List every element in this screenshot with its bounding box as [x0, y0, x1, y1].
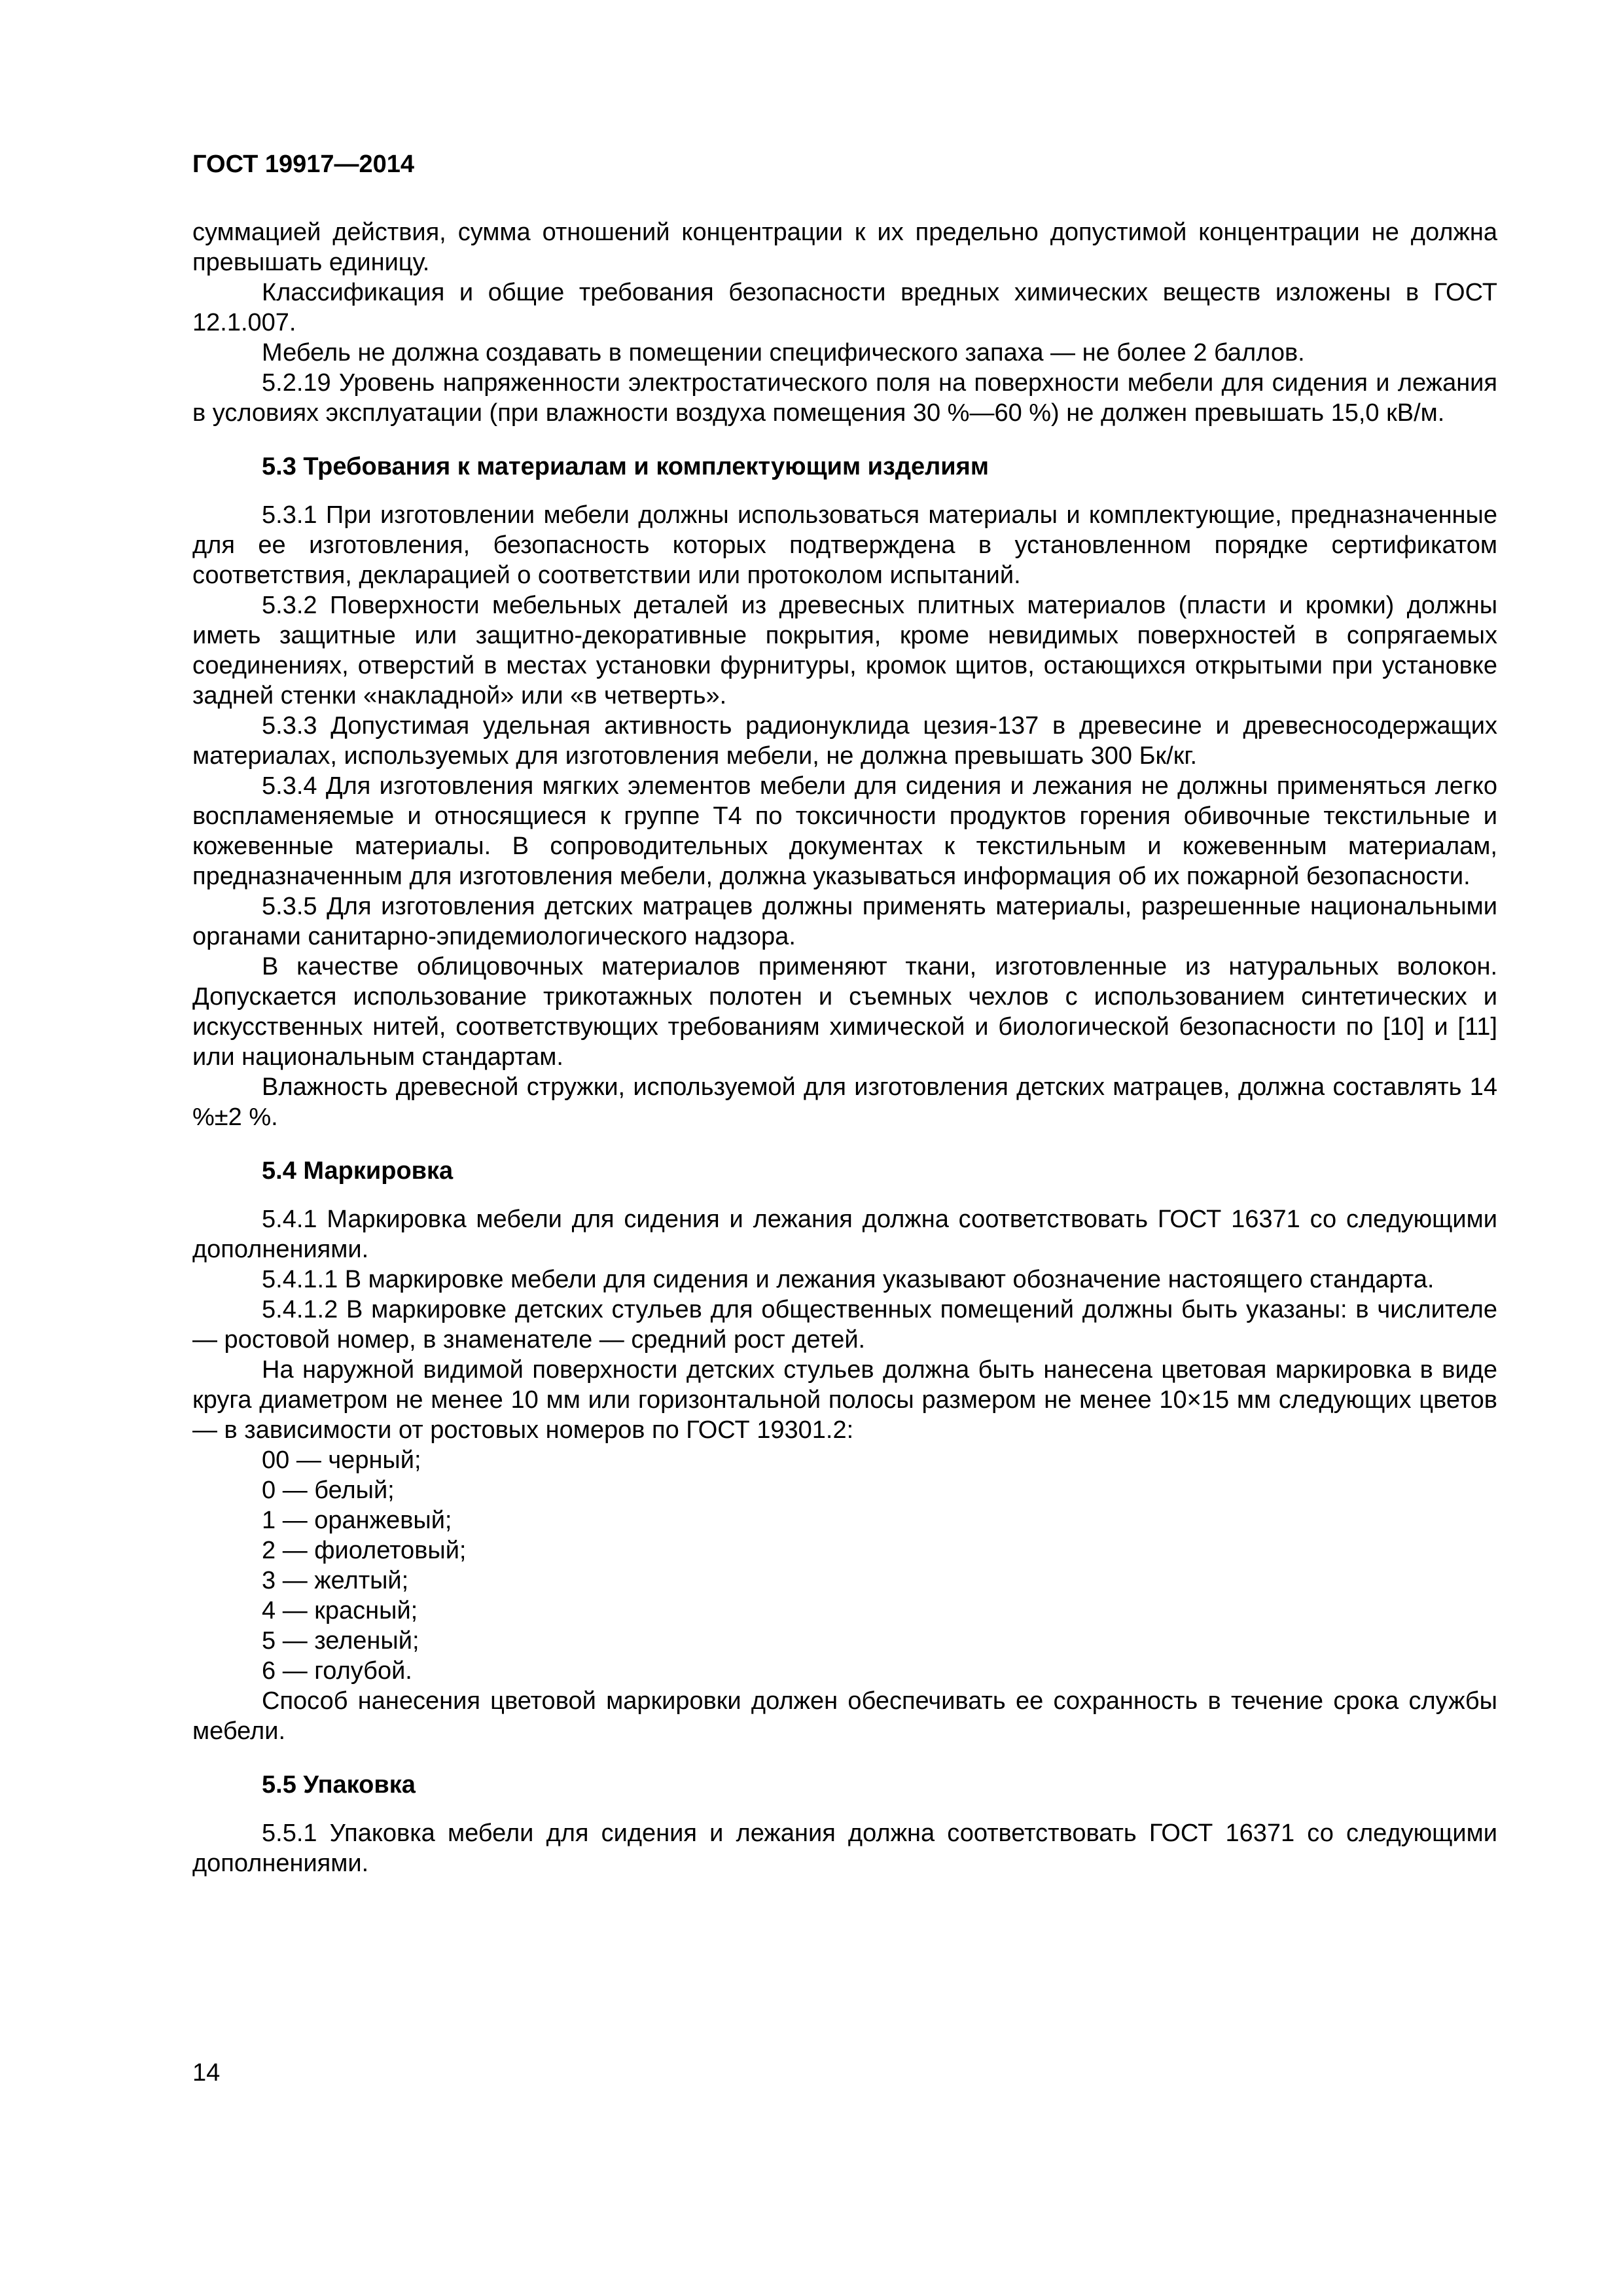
- paragraph: 5.3.1 При изготовлении мебели должны использоваться материалы и комплектующие, предназначенные для ее изготовления, безопасность которых подтверждена в установленном порядке сертификатом соответствия, декларацией о соответствии или протоколом испытаний.: [192, 501, 1497, 589]
- paragraph: Классификация и общие требования безопасности вредных химических веществ изложены в ГОСТ 12.1.007.: [192, 279, 1497, 336]
- page-number: 14: [192, 2059, 221, 2087]
- section-heading-5-4: 5.4 Маркировка: [262, 1157, 454, 1185]
- list-item: 0 — белый;: [262, 1477, 395, 1504]
- list-item: 00 — черный;: [262, 1446, 421, 1474]
- paragraph: суммацией действия, сумма отношений концентрации к их предельно допустимой концентрации не должна превышать единицу.: [192, 219, 1497, 276]
- color-marking-list: [192, 1445, 1497, 1686]
- list-item: 3 — желтый;: [262, 1567, 409, 1594]
- paragraph: Способ нанесения цветовой маркировки должен обеспечивать ее сохранность в течение срока службы мебели.: [192, 1687, 1497, 1745]
- paragraph: 5.4.1.2 В маркировке детских стульев для общественных помещений должны быть указаны: в числителе — ростовой номер, в знаменателе — средний рост детей.: [192, 1296, 1497, 1354]
- paragraph: 5.3.2 Поверхности мебельных деталей из древесных плитных материалов (пласти и кромки) должны иметь защитные или защитно-декоративные покрытия, кроме невидимых поверхностей в сопрягаемых соединениях, отверстий в местах установки фурнитуры, кромок щитов, остающихся открытыми при установке задней стенки «накладной» или «в четверть».: [192, 592, 1497, 709]
- list-item: 2 — фиолетовый;: [262, 1537, 467, 1564]
- paragraph: Мебель не должна создавать в помещении специфического запаха — не более 2 баллов.: [262, 339, 1305, 367]
- section-heading-5-3: 5.3 Требования к материалам и комплектующим изделиям: [262, 453, 989, 480]
- document-page: [192, 149, 1497, 1878]
- paragraph: 5.2.19 Уровень напряженности электростатического поля на поверхности мебели для сидения и лежания в условиях эксплуатации (при влажности воздуха помещения 30 %—60 %) не должен превышать 15,0 кВ/м.: [192, 369, 1497, 427]
- paragraph: 5.4.1 Маркировка мебели для сидения и лежания должна соответствовать ГОСТ 16371 со следующими дополнениями.: [192, 1206, 1497, 1263]
- paragraph: 5.5.1 Упаковка мебели для сидения и лежания должна соответствовать ГОСТ 16371 со следующими дополнениями.: [192, 1820, 1497, 1877]
- paragraph: В качестве облицовочных материалов применяют ткани, изготовленные из натуральных волокон. Допускается использование трикотажных полотен и съемных чехлов с использованием синтетических и искусственных нитей, соответствующих требованиям химической и биологической безопасности по [10] и [11] или национальным стандартам.: [192, 953, 1497, 1071]
- paragraph: Влажность древесной стружки, используемой для изготовления детских матрацев, должна составлять 14 %±2 %.: [192, 1073, 1497, 1131]
- document-header: ГОСТ 19917—2014: [192, 151, 415, 178]
- list-item: 5 — зеленый;: [262, 1627, 419, 1655]
- paragraph: 5.4.1.1 В маркировке мебели для сидения и лежания указывают обозначение настоящего стандарта.: [262, 1266, 1435, 1293]
- section-heading-5-5: 5.5 Упаковка: [262, 1771, 416, 1799]
- paragraph: На наружной видимой поверхности детских стульев должна быть нанесена цветовая маркировка в виде круга диаметром не менее 10 мм или горизонтальной полосы размером не менее 10×15 мм следующих цветов — в зависимости от ростовых номеров по ГОСТ 19301.2:: [192, 1356, 1497, 1444]
- paragraph: 5.3.5 Для изготовления детских матрацев должны применять материалы, разрешенные национальными органами санитарно-эпидемиологического надзора.: [192, 893, 1497, 950]
- paragraph: 5.3.3 Допустимая удельная активность радионуклида цезия-137 в древесине и древесносодержащих материалах, используемых для изготовления мебели, не должна превышать 300 Бк/кг.: [192, 712, 1497, 770]
- list-item: 4 — красный;: [262, 1597, 418, 1624]
- list-item: 1 — оранжевый;: [262, 1507, 452, 1534]
- list-item: 6 — голубой.: [262, 1657, 412, 1685]
- paragraph: 5.3.4 Для изготовления мягких элементов мебели для сидения и лежания не должны применяться легко воспламеняемые и относящиеся к группе Т4 по токсичности продуктов горения обивочные текстильные и кожевенные материалы. В сопроводительных документах к текстильным и кожевенным материалам, предназначенным для изготовления мебели, должна указываться информация об их пожарной безопасности.: [192, 772, 1497, 890]
